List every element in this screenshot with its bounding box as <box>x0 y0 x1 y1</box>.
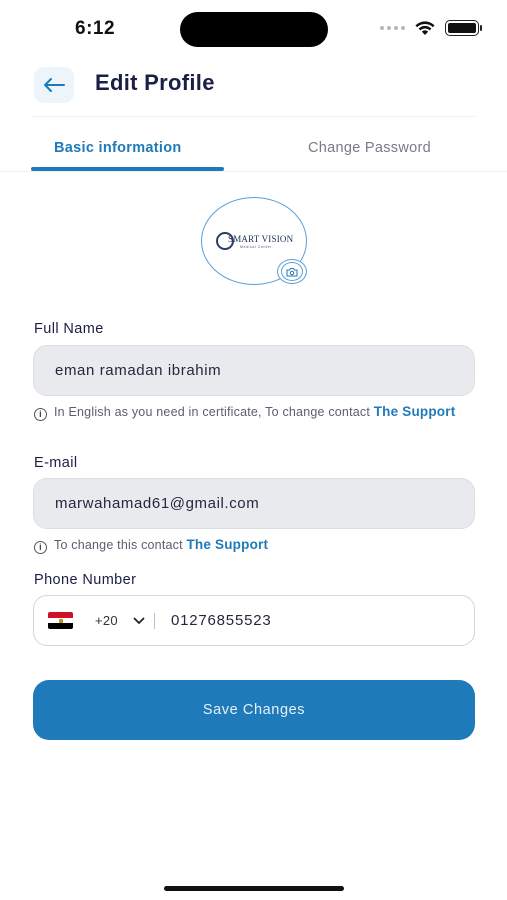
email-input[interactable] <box>55 495 453 512</box>
full-name-input[interactable] <box>55 362 453 379</box>
dial-code[interactable]: +20 <box>95 613 118 628</box>
email-label: E-mail <box>34 455 78 471</box>
arrow-left-icon <box>43 77 65 93</box>
phone-separator <box>154 613 155 629</box>
cellular-signal-icon <box>380 26 405 30</box>
full-name-label: Full Name <box>34 321 104 337</box>
egypt-flag-icon[interactable] <box>48 612 73 629</box>
logo-subtext: Medical Center <box>240 245 272 249</box>
page-title: Edit Profile <box>95 70 215 95</box>
camera-icon <box>286 267 298 277</box>
dynamic-island <box>180 12 328 47</box>
phone-number-input[interactable]: 01276855523 <box>170 612 272 629</box>
support-link[interactable]: The Support <box>373 404 456 419</box>
back-button[interactable] <box>34 67 74 103</box>
smart-vision-logo <box>214 232 296 252</box>
full-name-field[interactable] <box>33 345 475 396</box>
header-divider <box>32 116 475 117</box>
battery-icon <box>445 20 479 36</box>
logo-text: SMART VISION <box>228 234 294 244</box>
home-indicator[interactable] <box>164 886 344 891</box>
save-changes-button[interactable]: Save Changes <box>33 680 475 740</box>
info-icon: i <box>34 541 47 554</box>
email-field[interactable] <box>33 478 475 529</box>
tab-basic-information[interactable]: Basic information <box>54 140 182 156</box>
info-icon: i <box>34 408 47 421</box>
full-name-hint: i In English as you need in certificate, To change contact The Support <box>34 404 474 421</box>
support-link[interactable]: The Support <box>186 537 269 552</box>
phone-label: Phone Number <box>34 572 137 588</box>
tabs-divider <box>0 171 507 172</box>
phone-field[interactable] <box>33 595 475 646</box>
status-time: 6:12 <box>75 18 116 39</box>
status-icons <box>380 20 479 36</box>
email-hint: i To change this contact The Support <box>34 537 268 554</box>
chevron-down-icon[interactable] <box>132 614 146 628</box>
profile-avatar[interactable] <box>201 197 307 285</box>
tab-change-password[interactable]: Change Password <box>308 140 431 156</box>
wifi-icon <box>415 21 435 36</box>
change-photo-button[interactable] <box>277 259 307 284</box>
